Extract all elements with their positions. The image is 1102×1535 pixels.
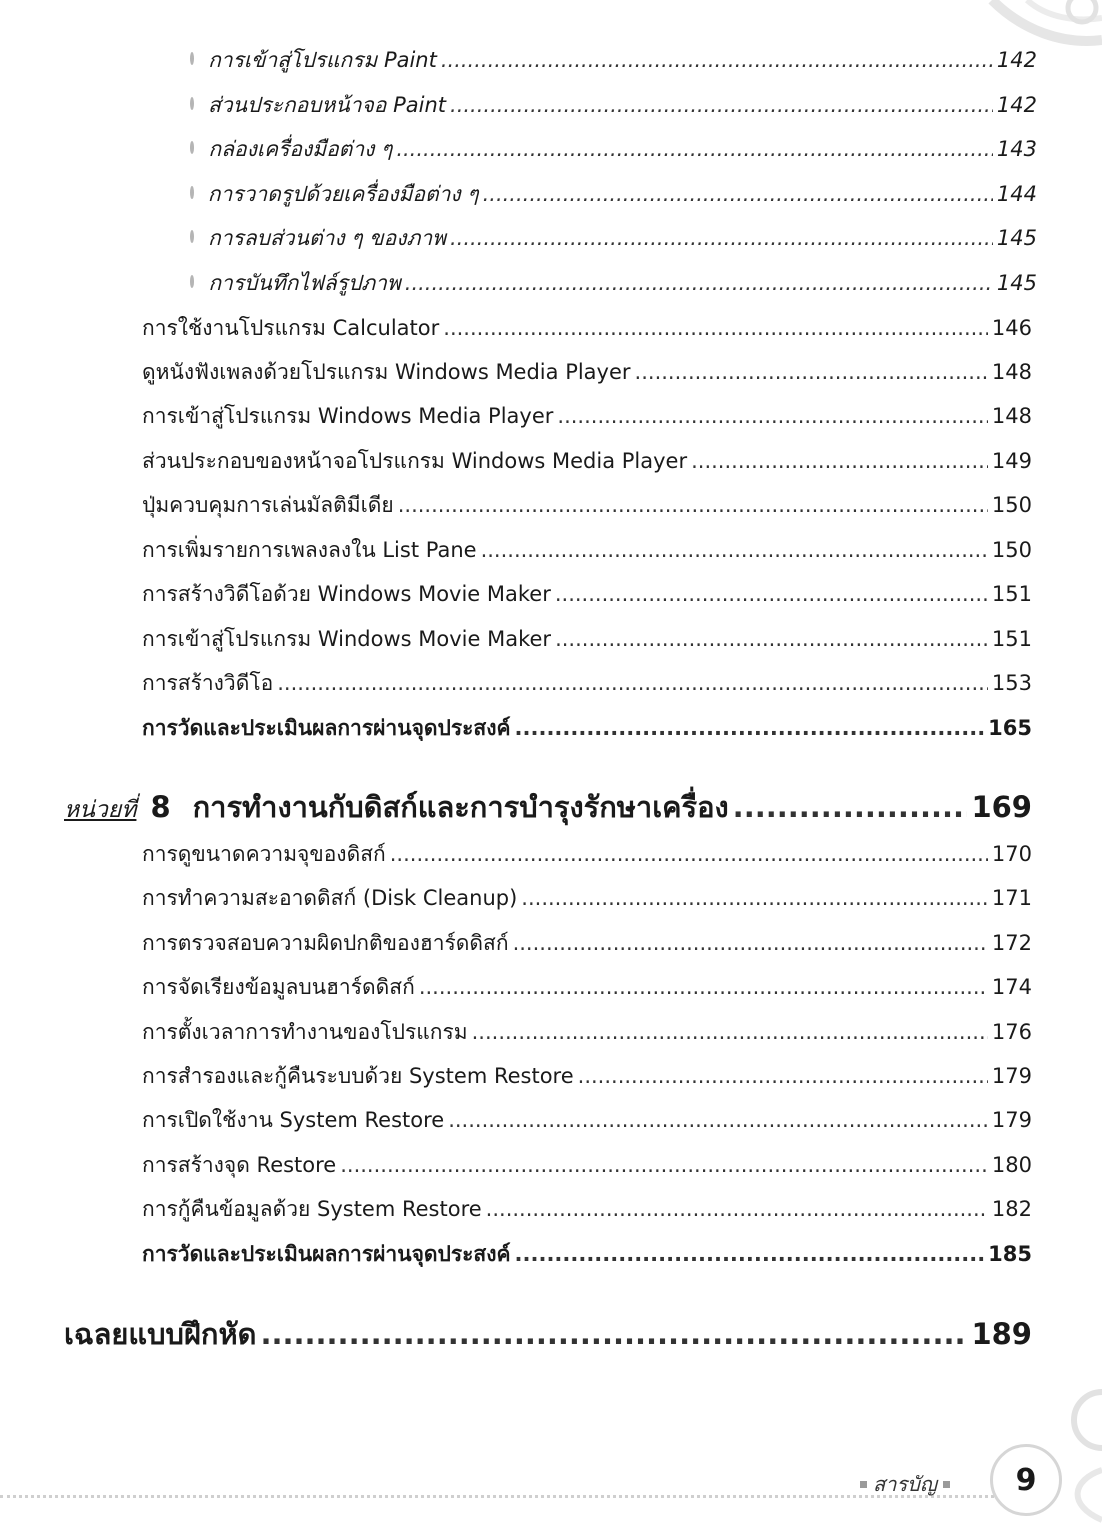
toc-entry (0, 1060, 1102, 1093)
dot-leader (515, 716, 985, 740)
toc-entry (0, 489, 1102, 522)
toc-entry (0, 623, 1102, 656)
toc-entry-label: การเปิดใช้งาน System Restore (142, 1108, 445, 1132)
toc-subitem (0, 267, 1102, 300)
toc-page-number: 149 (991, 449, 1032, 473)
toc-entry-label: การเข้าสู่โปรแกรม Windows Movie Maker (142, 627, 552, 651)
toc-entry (0, 356, 1102, 389)
toc-entry (0, 1016, 1102, 1049)
toc-page-number: 179 (991, 1108, 1032, 1132)
dot-leader (443, 316, 988, 340)
toc-assessment-entry (0, 712, 1102, 745)
dot-leader (441, 48, 993, 72)
dot-leader (578, 1064, 988, 1088)
toc-page-number: 151 (991, 582, 1032, 606)
footer-section-label (860, 1468, 950, 1500)
toc-page-number: 146 (991, 316, 1032, 340)
toc-subitem-label: การเข้าสู่โปรแกรม Paint (208, 48, 437, 72)
toc-entry (0, 667, 1102, 700)
toc-page-number: 148 (991, 404, 1032, 428)
unit-number: 8 (150, 790, 171, 824)
toc-page-number: 144 (996, 182, 1037, 206)
toc-entry (0, 400, 1102, 433)
bullet-icon (190, 186, 194, 199)
bullet-icon (190, 97, 194, 110)
toc-entry-label: การทำความสะอาดดิสก์ (Disk Cleanup) (142, 886, 518, 910)
toc-subitem (0, 44, 1102, 77)
page-number: 9 (1015, 1462, 1037, 1498)
toc-page-number: 150 (991, 493, 1032, 517)
toc-subitem (0, 178, 1102, 211)
toc-subitem-label: กล่องเครื่องมือต่าง ๆ (208, 137, 393, 161)
toc-page-number: 150 (991, 538, 1032, 562)
toc-page-number: 180 (991, 1153, 1032, 1177)
toc-page-number: 151 (991, 627, 1032, 651)
toc-entry-label: ส่วนประกอบของหน้าจอโปรแกรม Windows Media Player (142, 449, 688, 473)
dot-leader (472, 1020, 988, 1044)
dot-leader (396, 137, 993, 161)
dot-leader (486, 1197, 988, 1221)
dot-leader (260, 1317, 967, 1351)
toc-entry-label: การสำรองและกู้คืนระบบด้วย System Restore (142, 1064, 574, 1088)
toc-page-number: 189 (971, 1317, 1032, 1351)
dot-leader (557, 404, 988, 428)
toc-page-number: 174 (991, 975, 1032, 999)
toc-entry-label: การเพิ่มรายการเพลงลงใน List Pane (142, 538, 477, 562)
dot-leader (555, 627, 988, 651)
dot-leader (398, 493, 988, 517)
toc-entry-label: การเข้าสู่โปรแกรม Windows Media Player (142, 404, 554, 428)
dot-leader (277, 671, 988, 695)
answers-title: เฉลยแบบฝึกหัด (64, 1317, 257, 1351)
dot-leader (521, 886, 988, 910)
dot-leader (483, 182, 993, 206)
toc-page-number: 143 (996, 137, 1037, 161)
toc-subitem (0, 133, 1102, 166)
toc-subitem (0, 89, 1102, 122)
toc-page-number: 182 (991, 1197, 1032, 1221)
toc-page-number: 170 (991, 842, 1032, 866)
toc-page-number: 179 (991, 1064, 1032, 1088)
toc-entry-label: การวัดและประเมินผลการผ่านจุดประสงค์ (142, 716, 511, 740)
page-number-badge (990, 1444, 1062, 1516)
toc-entry (0, 445, 1102, 478)
unit-heading (0, 784, 1102, 830)
toc-page-number: 142 (996, 48, 1037, 72)
toc-subitem-label: การวาดรูปด้วยเครื่องมือต่าง ๆ (207, 182, 479, 206)
dot-leader (733, 790, 968, 824)
toc-page-number: 185 (988, 1242, 1032, 1266)
toc-subitem-label: การบันทึกไฟล์รูปภาพ (208, 271, 401, 295)
toc-entry-label: การกู้คืนข้อมูลด้วย System Restore (142, 1197, 482, 1221)
footer-section-text: สารบัญ (873, 1472, 937, 1496)
toc-entry (0, 1149, 1102, 1182)
toc-entry (0, 578, 1102, 611)
toc-subitem-label: การลบส่วนต่าง ๆ ของภาพ (208, 226, 446, 250)
toc-page-number: 145 (996, 226, 1037, 250)
toc-entry-label: การจัดเรียงข้อมูลบนฮาร์ดดิสก์ (142, 975, 415, 999)
toc-page-number: 171 (991, 886, 1032, 910)
toc-assessment-entry (0, 1238, 1102, 1271)
toc-entry-label: การดูขนาดความจุของดิสก์ (142, 842, 386, 866)
bullet-icon (190, 230, 194, 243)
toc-subitem (0, 222, 1102, 255)
dot-leader (448, 1108, 988, 1132)
toc-entry (0, 1193, 1102, 1226)
toc-page-number: 172 (991, 931, 1032, 955)
toc-entry-label: การสร้างจุด Restore (142, 1153, 337, 1177)
toc-entry (0, 312, 1102, 345)
toc-entry (0, 1104, 1102, 1137)
bullet-icon (190, 52, 194, 65)
toc-entry (0, 882, 1102, 915)
square-icon (860, 1481, 867, 1488)
toc-entry (0, 534, 1102, 567)
toc-entry-label: การตั้งเวลาการทำงานของโปรแกรม (142, 1020, 468, 1044)
toc-entry-label: ดูหนังฟังเพลงด้วยโปรแกรม Windows Media Player (142, 360, 631, 384)
dot-leader (450, 93, 993, 117)
dot-leader (450, 226, 993, 250)
toc-entry-label: การวัดและประเมินผลการผ่านจุดประสงค์ (142, 1242, 511, 1266)
toc-entry (0, 971, 1102, 1004)
footer-divider (0, 1495, 1000, 1498)
bullet-icon (190, 141, 194, 154)
toc-page-number: 153 (991, 671, 1032, 695)
dot-leader (481, 538, 988, 562)
dot-leader (405, 271, 993, 295)
toc-entry-label: การสร้างวิดีโอ (142, 671, 274, 695)
dot-leader (513, 931, 988, 955)
square-icon (943, 1481, 950, 1488)
toc-entry-label: การสร้างวิดีโอด้วย Windows Movie Maker (142, 582, 551, 606)
dot-leader (515, 1242, 985, 1266)
dot-leader (340, 1153, 988, 1177)
dot-leader (390, 842, 988, 866)
toc-page-number: 148 (991, 360, 1032, 384)
toc-page-number: 165 (988, 716, 1032, 740)
toc-page-number: 169 (971, 790, 1032, 824)
toc-entry (0, 838, 1102, 871)
dot-leader (555, 582, 988, 606)
toc-page-number: 176 (991, 1020, 1032, 1044)
toc-page-number: 145 (996, 271, 1037, 295)
dot-leader (419, 975, 988, 999)
toc-entry-label: การตรวจสอบความผิดปกติของฮาร์ดดิสก์ (142, 931, 509, 955)
answers-heading (0, 1311, 1102, 1357)
toc-subitem-label: ส่วนประกอบหน้าจอ Paint (208, 93, 447, 117)
bullet-icon (190, 275, 194, 288)
toc-page-number: 142 (996, 93, 1037, 117)
unit-prefix: หน่วยที่ (64, 797, 137, 823)
toc-entry-label: การใช้งานโปรแกรม Calculator (142, 316, 440, 340)
dot-leader (635, 360, 988, 384)
dot-leader (691, 449, 988, 473)
toc-entry (0, 927, 1102, 960)
unit-title: การทำงานกับดิสก์และการบำรุงรักษาเครื่อง (192, 790, 729, 824)
toc-entry-label: ปุ่มควบคุมการเล่นมัลติมีเดีย (142, 493, 394, 517)
